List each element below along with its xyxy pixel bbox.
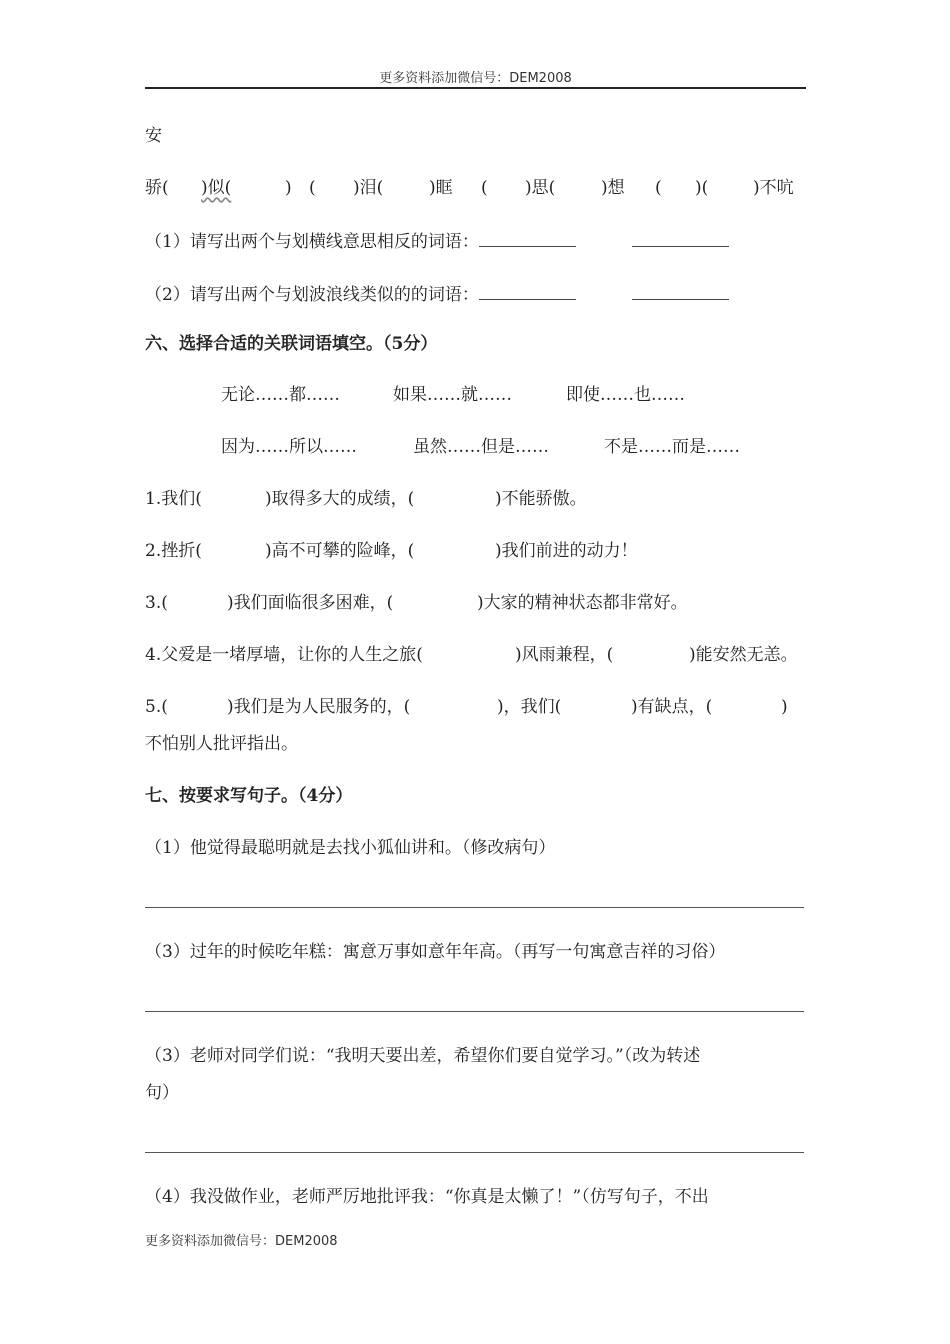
item-text: 1.我们(	[145, 489, 202, 509]
idiom-part: 骄(	[145, 178, 169, 198]
sec6-item-5-cont: 不怕别人批评指出。	[145, 734, 298, 754]
sec7-title: 七、按要求写句子。（4分）	[145, 786, 353, 806]
answer-blank[interactable]	[479, 232, 576, 247]
sec5-question-2	[145, 285, 729, 304]
item-text: )	[781, 697, 788, 717]
conjunction-option: 虽然……但是……	[413, 437, 549, 457]
answer-line[interactable]	[145, 1152, 804, 1153]
item-text: )高不可攀的险峰，(	[265, 541, 415, 561]
idiom-part: )思(	[525, 178, 556, 198]
conjunction-option: 无论……都……	[221, 385, 340, 405]
answer-blank[interactable]	[632, 285, 729, 300]
conjunction-option: 如果……就……	[393, 385, 512, 405]
question-text: （2）请写出两个与划波浪线类似的的词语：	[145, 285, 479, 305]
item-text: )能安然无恙。	[689, 645, 798, 665]
idiom-part: (	[655, 178, 662, 198]
page-header: 更多资料添加微信号：DEM2008	[379, 71, 572, 86]
question-text: （1）请写出两个与划横线意思相反的词语：	[145, 232, 479, 252]
sec5-question-1	[145, 232, 729, 251]
sec7-question-3-cont: 句）	[145, 1083, 179, 1103]
conjunction-option: 不是……而是……	[604, 437, 740, 457]
idiom-part: )(	[695, 178, 709, 198]
answer-blank[interactable]	[632, 232, 729, 247]
item-text: )我们前进的动力！	[495, 541, 638, 561]
idiom-part: )	[285, 178, 292, 198]
idiom-part: )泪(	[353, 178, 384, 198]
item-text: )不能骄傲。	[495, 489, 587, 509]
idiom-part: )眶	[429, 178, 453, 198]
sec7-question-2: （3）过年的时候吃年糕：寓意万事如意年年高。（再写一句寓意吉祥的习俗）	[145, 942, 726, 962]
item-text: 5.(	[145, 697, 168, 717]
item-text: )取得多大的成绩，(	[265, 489, 415, 509]
conjunction-option: 因为……所以……	[221, 437, 357, 457]
page-footer: 更多资料添加微信号：DEM2008	[145, 1234, 338, 1249]
conjunction-option: 即使……也……	[566, 385, 685, 405]
sec7-question-3: （3）老师对同学们说：“我明天要出差，希望你们要自觉学习。”（改为转述	[145, 1046, 701, 1066]
idiom-part: )不吭	[753, 178, 794, 198]
answer-blank[interactable]	[479, 285, 576, 300]
item-text: )大家的精神状态都非常好。	[477, 593, 688, 613]
idiom-part: (	[481, 178, 488, 198]
top-word: 安	[145, 126, 162, 146]
item-text: )风雨兼程，(	[515, 645, 614, 665]
item-text: )有缺点，(	[631, 697, 713, 717]
header-rule	[145, 87, 806, 89]
item-text: )，我们(	[497, 697, 562, 717]
item-text: )我们面临很多困难，(	[227, 593, 394, 613]
sec7-question-4: （4）我没做作业，老师严厉地批评我：“你真是太懒了！”（仿写句子，不出	[145, 1187, 709, 1207]
item-text: 4.父爱是一堵厚墙，让你的人生之旅(	[145, 645, 423, 665]
item-text: 2.挫折(	[145, 541, 202, 561]
item-text: )我们是为人民服务的，(	[227, 697, 411, 717]
answer-line[interactable]	[145, 1011, 804, 1012]
item-text: 3.(	[145, 593, 168, 613]
answer-line[interactable]	[145, 907, 804, 908]
sec6-title: 六、选择合适的关联词语填空。（5分）	[145, 334, 438, 354]
idiom-part: (	[309, 178, 316, 198]
sec7-question-1: （1）他觉得最聪明就是去找小狐仙讲和。（修改病句）	[145, 838, 556, 858]
idiom-part: )似(	[201, 178, 232, 198]
idiom-part: )想	[601, 178, 625, 198]
